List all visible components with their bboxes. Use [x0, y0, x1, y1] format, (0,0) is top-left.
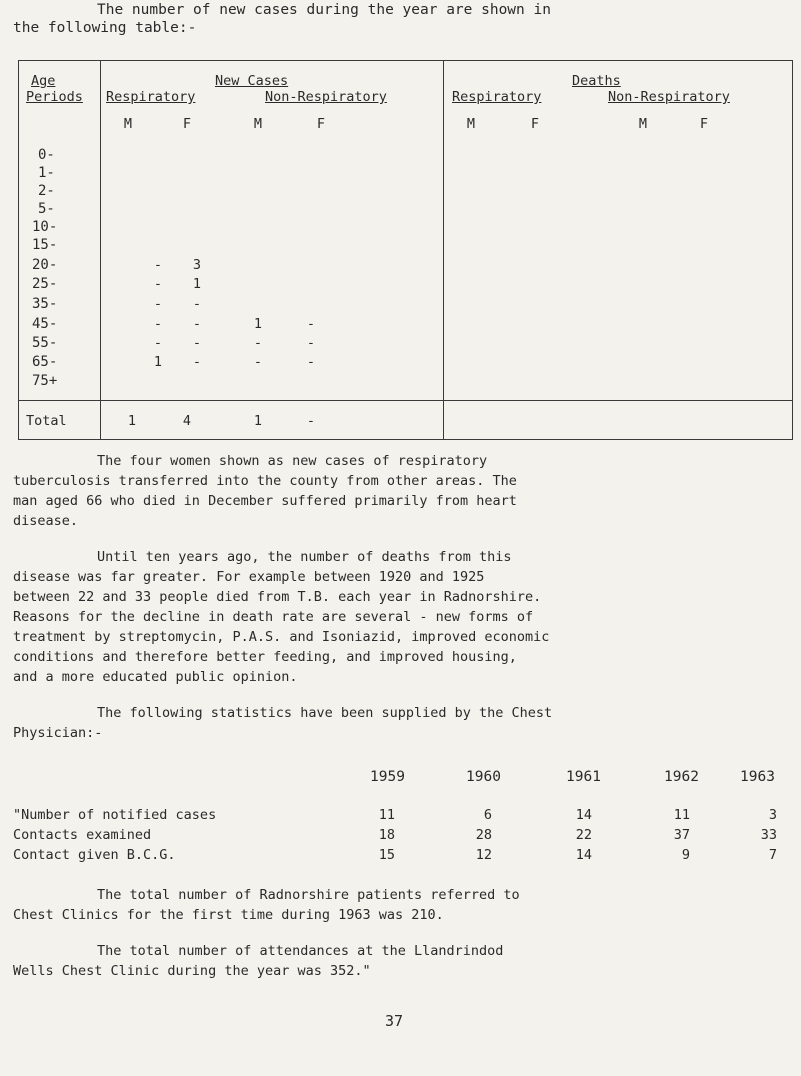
year-header: 1963	[740, 769, 775, 785]
cell: -	[192, 354, 202, 370]
stats-value: 7	[768, 847, 777, 863]
text-line: Wells Chest Clinic during the year was 352."	[13, 963, 371, 979]
header-age: Age	[31, 73, 56, 89]
stats-value: 3	[768, 807, 777, 823]
cell: -	[253, 335, 263, 351]
age-label: 65-	[32, 354, 58, 370]
age-label: 15-	[32, 237, 58, 253]
age-label: 2-	[38, 183, 55, 199]
header-deaths-non-respiratory: Non-Respiratory	[608, 89, 730, 105]
sub-f: F	[699, 116, 709, 132]
age-label: 0-	[38, 147, 55, 163]
stats-value: 12	[475, 847, 492, 863]
stats-value: 28	[475, 827, 492, 843]
stats-value: 33	[760, 827, 777, 843]
total-cell: 1	[127, 413, 137, 429]
text-line: treatment by streptomycin, P.A.S. and Isoniazid, improved economic	[13, 629, 550, 645]
text-line: The following statistics have been supplied by the Chest	[97, 705, 553, 721]
age-label: 1-	[38, 165, 55, 181]
year-header: 1962	[664, 769, 699, 785]
intro-line-1: The number of new cases during the year are shown in	[97, 2, 551, 18]
total-label: Total	[26, 413, 67, 429]
total-cell: 1	[253, 413, 263, 429]
text-line: conditions and therefore better feeding, and improved housing,	[13, 649, 517, 665]
cell: 1	[153, 354, 163, 370]
table-top-rule	[18, 60, 793, 61]
year-header: 1959	[370, 769, 405, 785]
cell: -	[153, 276, 163, 292]
header-deaths-respiratory: Respiratory	[452, 89, 542, 105]
header-new-cases: New Cases	[215, 73, 289, 89]
cell: -	[306, 335, 316, 351]
stats-value: 11	[673, 807, 690, 823]
sub-m: M	[466, 116, 476, 132]
text-line: The four women shown as new cases of respiratory	[97, 453, 488, 469]
age-label: 55-	[32, 335, 58, 351]
header-deaths: Deaths	[572, 73, 621, 89]
stats-value: 15	[378, 847, 395, 863]
stats-value: 6	[483, 807, 492, 823]
sub-f: F	[316, 116, 326, 132]
text-line: disease.	[13, 513, 79, 529]
age-label: 20-	[32, 257, 58, 273]
text-line: and a more educated public opinion.	[13, 669, 298, 685]
stats-value: 14	[575, 847, 592, 863]
cell: -	[192, 316, 202, 332]
sub-m: M	[638, 116, 648, 132]
header-new-non-respiratory: Non-Respiratory	[265, 89, 387, 105]
cell: -	[153, 335, 163, 351]
stats-row-label: "Number of notified cases	[13, 807, 217, 823]
table-total-rule	[18, 400, 793, 401]
cell: -	[153, 296, 163, 312]
text-line: Physician:-	[13, 725, 103, 741]
table-divider-deaths	[443, 60, 444, 440]
table-left-rule	[18, 60, 19, 440]
header-periods: Periods	[26, 89, 83, 105]
stats-value: 14	[575, 807, 592, 823]
sub-m: M	[123, 116, 133, 132]
text-line: The total number of Radnorshire patients referred to	[97, 887, 520, 903]
intro-line-2: the following table:-	[13, 20, 197, 36]
stats-row-label: Contacts examined	[13, 827, 152, 843]
total-cell: -	[306, 413, 316, 429]
text-line: Reasons for the decline in death rate are several - new forms of	[13, 609, 534, 625]
sub-f: F	[530, 116, 540, 132]
cell: -	[306, 316, 316, 332]
header-new-respiratory: Respiratory	[106, 89, 196, 105]
cell: 1	[192, 276, 202, 292]
age-label: 10-	[32, 219, 58, 235]
text-line: between 22 and 33 people died from T.B. each year in Radnorshire.	[13, 589, 542, 605]
text-line: disease was far greater. For example between 1920 and 1925	[13, 569, 485, 585]
table-divider-age	[100, 60, 101, 440]
year-header: 1960	[466, 769, 501, 785]
table-right-rule	[792, 60, 793, 440]
stats-value: 9	[681, 847, 690, 863]
age-label: 5-	[38, 201, 55, 217]
year-header: 1961	[566, 769, 601, 785]
stats-row-label: Contact given B.C.G.	[13, 847, 176, 863]
text-line: tuberculosis transferred into the county from other areas. The	[13, 473, 517, 489]
stats-value: 37	[673, 827, 690, 843]
page-number: 37	[385, 1012, 404, 1030]
cell: 1	[253, 316, 263, 332]
stats-value: 18	[378, 827, 395, 843]
total-cell: 4	[182, 413, 192, 429]
age-label: 45-	[32, 316, 58, 332]
age-label: 35-	[32, 296, 58, 312]
stats-value: 22	[575, 827, 592, 843]
cell: 3	[192, 257, 202, 273]
cell: -	[153, 257, 163, 273]
sub-f: F	[182, 116, 192, 132]
cell: -	[306, 354, 316, 370]
cell: -	[192, 335, 202, 351]
cell: -	[253, 354, 263, 370]
cell: -	[153, 316, 163, 332]
text-line: The total number of attendances at the Llandrindod	[97, 943, 504, 959]
sub-m: M	[253, 116, 263, 132]
table-bottom-rule	[18, 439, 793, 440]
stats-value: 11	[378, 807, 395, 823]
text-line: Chest Clinics for the first time during 1963 was 210.	[13, 907, 444, 923]
age-label: 25-	[32, 276, 58, 292]
cell: -	[192, 296, 202, 312]
text-line: Until ten years ago, the number of deaths from this	[97, 549, 512, 565]
text-line: man aged 66 who died in December suffered primarily from heart	[13, 493, 517, 509]
age-label: 75+	[32, 373, 58, 389]
